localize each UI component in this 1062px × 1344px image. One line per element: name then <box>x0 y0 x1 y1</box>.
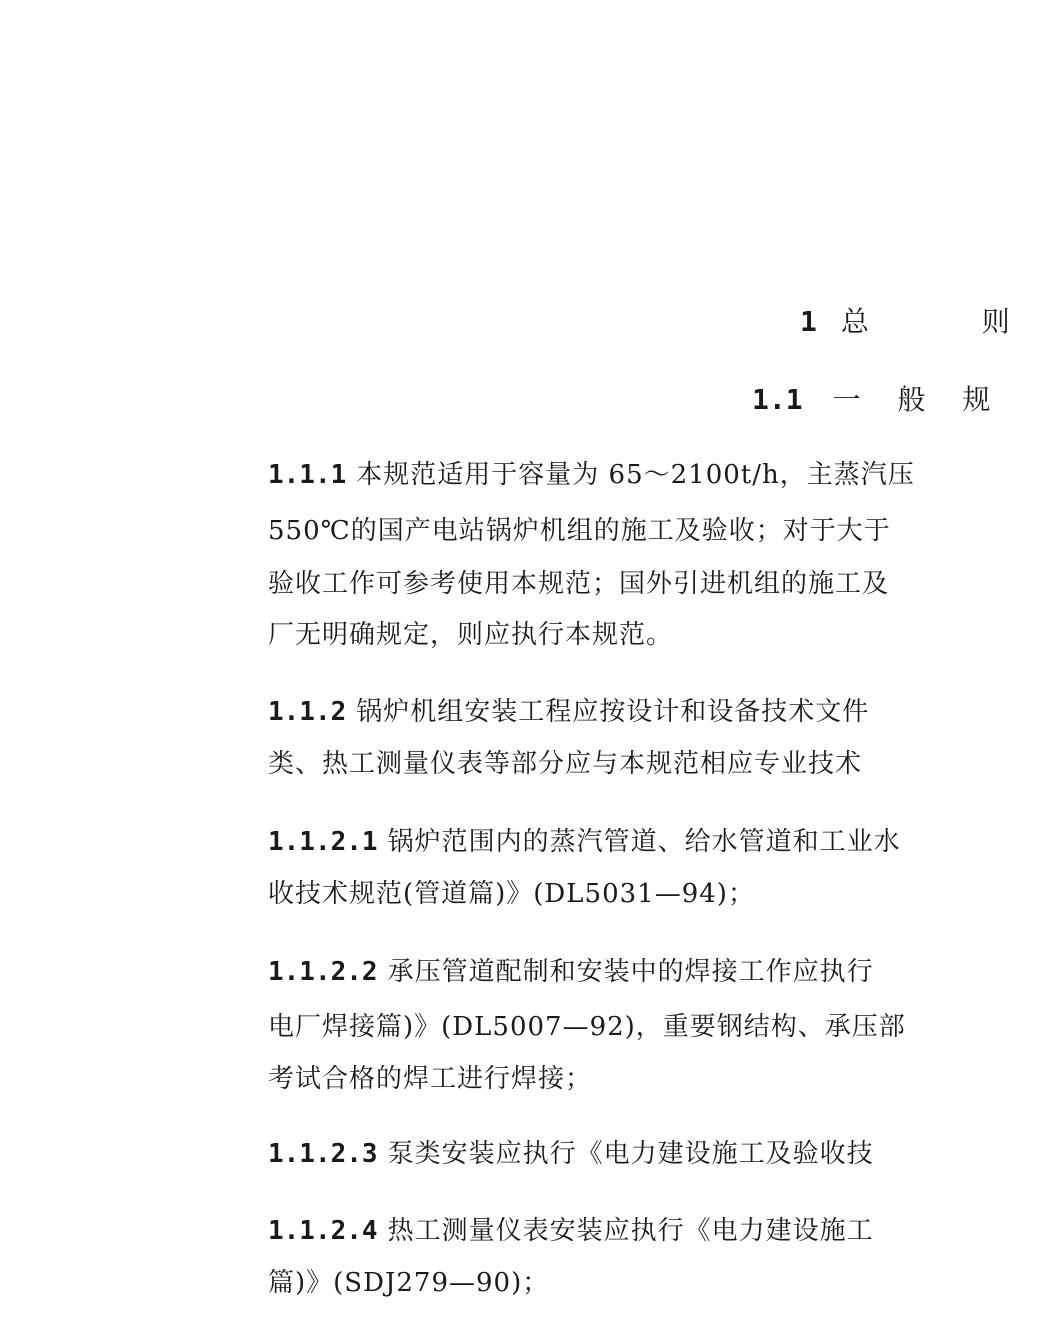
paragraph-line <box>268 514 891 548</box>
paragraph-line <box>268 1266 549 1300</box>
line-text: 锅炉机组安装工程应按设计和设备技术文件 <box>356 697 870 727</box>
paragraph-line <box>268 877 755 911</box>
line-text: 电厂焊接篇)》(DL5007—92)，重要钢结构、承压部 <box>268 1012 906 1042</box>
section-title: 一 般 规 <box>832 383 1005 416</box>
paragraph-line <box>268 695 869 729</box>
line-text: 厂无明确规定，则应执行本规范。 <box>268 620 674 650</box>
chapter-title: 总 则 <box>840 305 1062 338</box>
clause-number: 1.1.2.1 <box>268 827 378 857</box>
clause-number: 1.1.2.2 <box>268 957 378 987</box>
paragraph-line <box>268 955 874 989</box>
line-text: 收技术规范(管道篇)》(DL5031—94)； <box>268 879 755 909</box>
paragraph-line <box>268 825 901 859</box>
line-text: 泵类安装应执行《电力建设施工及验收技 <box>387 1139 874 1169</box>
line-text: 热工测量仪表安装应执行《电力建设施工 <box>387 1216 874 1246</box>
paragraph-line <box>268 1214 874 1248</box>
line-text: 承压管道配制和安装中的焊接工作应执行 <box>387 957 874 987</box>
line-text: 锅炉范围内的蒸汽管道、给水管道和工业水 <box>387 827 901 857</box>
line-text: 篇)》(SDJ279—90)； <box>268 1268 550 1298</box>
clause-number: 1.1.2.4 <box>268 1216 378 1246</box>
paragraph-line <box>268 747 862 781</box>
paragraph-line <box>268 1010 906 1044</box>
line-text: 550℃的国产电站锅炉机组的施工及验收；对于大于 <box>268 516 891 546</box>
chapter-heading <box>800 304 1062 340</box>
clause-number: 1.1.2.3 <box>268 1139 378 1169</box>
paragraph-line <box>268 1062 592 1096</box>
section-heading <box>752 382 1004 418</box>
clause-number: 1.1.1 <box>268 460 347 490</box>
chapter-number: 1 <box>800 305 817 338</box>
section-number: 1.1 <box>752 383 803 416</box>
paragraph-line <box>268 567 889 601</box>
line-text: 验收工作可参考使用本规范；国外引进机组的施工及 <box>268 569 890 599</box>
line-text: 类、热工测量仪表等部分应与本规范相应专业技术 <box>268 749 863 779</box>
paragraph-line <box>268 618 673 652</box>
paragraph-line <box>268 1137 874 1171</box>
line-text: 考试合格的焊工进行焊接； <box>268 1064 593 1094</box>
clause-number: 1.1.2 <box>268 697 347 727</box>
line-text: 本规范适用于容量为 65～2100t/h，主蒸汽压 <box>356 460 915 490</box>
paragraph-line <box>268 458 915 492</box>
